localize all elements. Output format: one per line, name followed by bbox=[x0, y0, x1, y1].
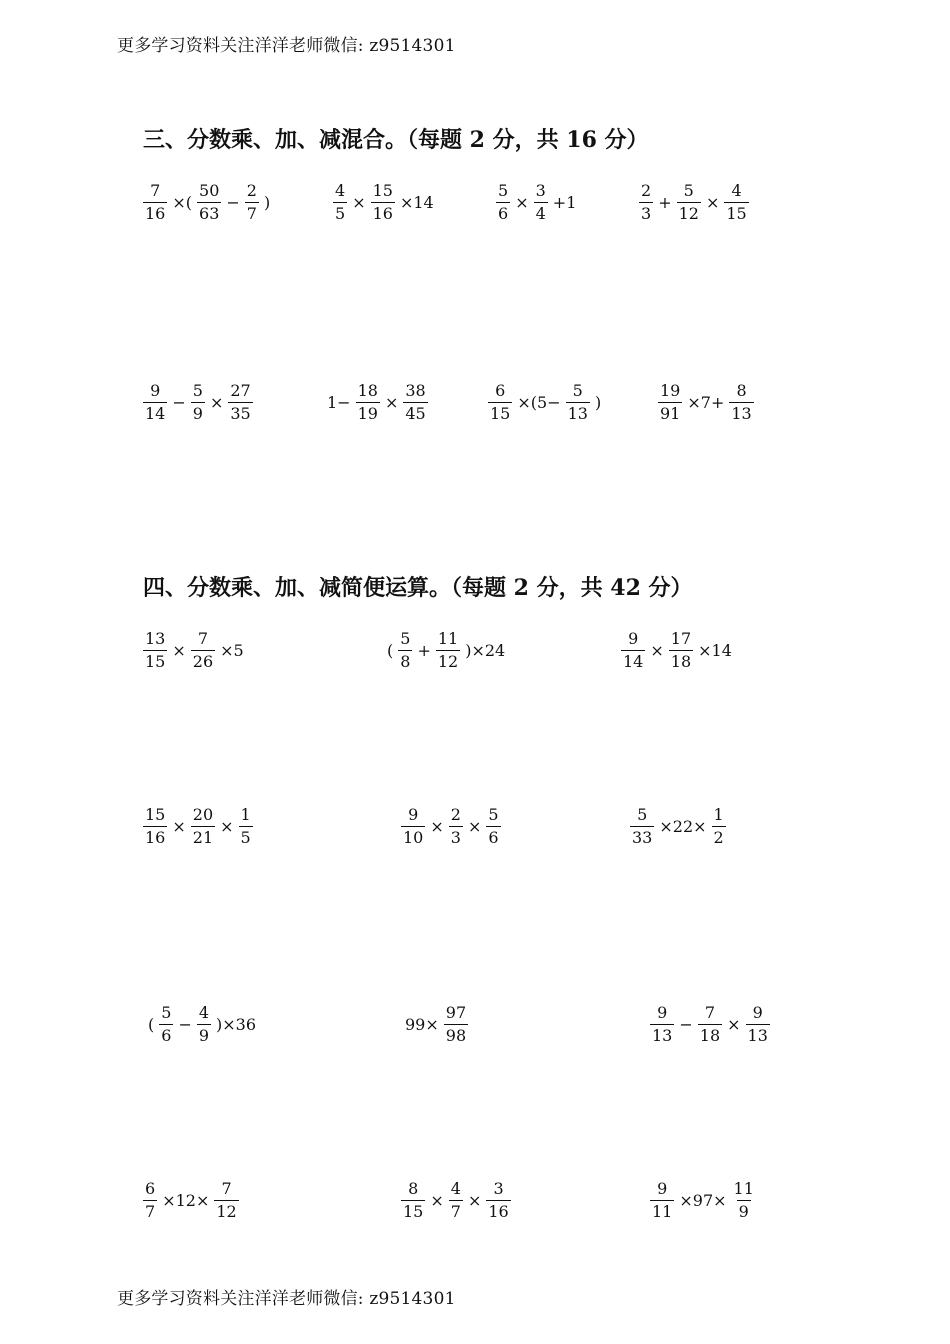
denominator: 2 bbox=[713, 827, 724, 847]
denominator: 33 bbox=[632, 827, 653, 847]
problem-expression bbox=[656, 376, 756, 428]
numerator: 20 bbox=[192, 804, 214, 824]
denominator: 9 bbox=[738, 1201, 749, 1221]
numerator: 9 bbox=[657, 1002, 668, 1022]
operator-text: × bbox=[172, 816, 186, 836]
fraction bbox=[712, 804, 726, 849]
fraction bbox=[639, 180, 653, 225]
fraction bbox=[729, 380, 753, 425]
operator-text: ×12× bbox=[162, 1190, 210, 1210]
fraction bbox=[197, 1002, 211, 1047]
numerator: 9 bbox=[752, 1002, 763, 1022]
problem-expression bbox=[141, 800, 255, 852]
denominator: 7 bbox=[450, 1201, 461, 1221]
numerator: 5 bbox=[637, 804, 648, 824]
numerator: 9 bbox=[657, 1178, 668, 1198]
fraction bbox=[566, 380, 590, 425]
operator-text: ) bbox=[594, 392, 602, 412]
denominator: 16 bbox=[488, 1201, 509, 1221]
denominator: 14 bbox=[623, 651, 644, 671]
problem-expression bbox=[619, 624, 735, 676]
problem-expression bbox=[399, 800, 503, 852]
operator-text: 99× bbox=[405, 1014, 439, 1034]
numerator: 15 bbox=[145, 804, 166, 824]
denominator: 6 bbox=[161, 1025, 172, 1045]
operator-text: × bbox=[430, 1190, 444, 1210]
numerator: 3 bbox=[535, 180, 546, 200]
section-3-title: 三、分数乘、加、减混合。（每题 2 分，共 16 分） bbox=[143, 127, 649, 153]
denominator: 16 bbox=[372, 203, 393, 223]
operator-text: ×(5− bbox=[517, 392, 561, 412]
fraction bbox=[449, 1178, 463, 1223]
page-footer: 更多学习资料关注洋洋老师微信: z9514301 bbox=[117, 1289, 456, 1309]
numerator: 1 bbox=[240, 804, 251, 824]
fraction bbox=[486, 804, 500, 849]
fraction bbox=[398, 628, 412, 673]
fraction bbox=[191, 804, 215, 849]
problem-expression bbox=[648, 998, 772, 1050]
denominator: 12 bbox=[216, 1201, 237, 1221]
denominator: 18 bbox=[670, 651, 692, 671]
fraction bbox=[356, 380, 380, 425]
numerator: 2 bbox=[246, 180, 257, 200]
numerator: 4 bbox=[198, 1002, 210, 1022]
numerator: 38 bbox=[405, 380, 426, 400]
numerator: 11 bbox=[733, 1178, 754, 1198]
numerator: 4 bbox=[450, 1178, 461, 1198]
operator-text: ×7+ bbox=[687, 392, 725, 412]
operator-text: × bbox=[650, 640, 664, 660]
fraction bbox=[159, 1002, 173, 1047]
operator-text: ( bbox=[148, 1014, 155, 1034]
operator-text: − bbox=[226, 192, 240, 212]
denominator: 45 bbox=[405, 403, 426, 423]
operator-text: + bbox=[417, 640, 431, 660]
fraction bbox=[436, 628, 460, 673]
denominator: 16 bbox=[145, 203, 166, 223]
numerator: 9 bbox=[628, 628, 639, 648]
numerator: 97 bbox=[445, 1002, 467, 1022]
problem-expression bbox=[324, 376, 430, 428]
section-4-title: 四、分数乘、加、减简便运算。（每题 2 分，共 42 分） bbox=[143, 575, 693, 601]
operator-text: × bbox=[220, 816, 234, 836]
page-header: 更多学习资料关注洋洋老师微信: z9514301 bbox=[117, 36, 456, 56]
fraction bbox=[724, 180, 748, 225]
numerator: 2 bbox=[641, 180, 652, 200]
numerator: 19 bbox=[660, 380, 681, 400]
fraction bbox=[191, 380, 205, 425]
denominator: 4 bbox=[535, 203, 546, 223]
fraction bbox=[658, 380, 682, 425]
operator-text: ×14 bbox=[399, 192, 434, 212]
problem-expression bbox=[494, 176, 579, 228]
problem-expression bbox=[384, 624, 508, 676]
fraction bbox=[534, 180, 548, 225]
operator-text: × bbox=[352, 192, 366, 212]
operator-text: × bbox=[705, 192, 720, 212]
denominator: 19 bbox=[357, 403, 378, 423]
denominator: 6 bbox=[498, 203, 509, 223]
fraction bbox=[143, 804, 167, 849]
problem-expression bbox=[399, 1174, 513, 1226]
fraction bbox=[698, 1002, 722, 1047]
operator-text: 1− bbox=[327, 392, 351, 412]
fraction bbox=[650, 1002, 674, 1047]
fraction bbox=[746, 1002, 770, 1047]
operator-text: × bbox=[209, 392, 224, 412]
numerator: 4 bbox=[335, 180, 346, 200]
fraction bbox=[630, 804, 654, 849]
denominator: 9 bbox=[198, 1025, 210, 1045]
numerator: 18 bbox=[357, 380, 378, 400]
numerator: 7 bbox=[197, 628, 209, 648]
numerator: 13 bbox=[145, 628, 166, 648]
operator-text: )×24 bbox=[465, 640, 506, 660]
fraction bbox=[444, 1002, 468, 1047]
numerator: 5 bbox=[161, 1002, 172, 1022]
operator-text: − bbox=[679, 1014, 693, 1034]
problem-expression bbox=[141, 624, 247, 676]
operator-text: × bbox=[467, 1190, 482, 1210]
fraction bbox=[449, 804, 463, 849]
denominator: 15 bbox=[145, 651, 166, 671]
fraction bbox=[239, 804, 253, 849]
fraction bbox=[143, 628, 167, 673]
fraction bbox=[371, 180, 395, 225]
operator-text: + bbox=[658, 192, 672, 212]
denominator: 26 bbox=[192, 651, 214, 671]
fraction bbox=[143, 180, 167, 225]
denominator: 14 bbox=[145, 403, 166, 423]
numerator: 1 bbox=[713, 804, 724, 824]
fraction bbox=[677, 180, 701, 225]
numerator: 5 bbox=[488, 804, 499, 824]
denominator: 7 bbox=[246, 203, 257, 223]
numerator: 9 bbox=[150, 380, 161, 400]
fraction bbox=[333, 180, 347, 225]
numerator: 7 bbox=[704, 1002, 716, 1022]
problem-expression bbox=[648, 1174, 758, 1226]
operator-text: − bbox=[178, 1014, 192, 1034]
operator-text: ×22× bbox=[659, 816, 707, 836]
denominator: 15 bbox=[726, 203, 747, 223]
denominator: 5 bbox=[335, 203, 346, 223]
numerator: 5 bbox=[572, 380, 583, 400]
denominator: 13 bbox=[567, 403, 588, 423]
numerator: 5 bbox=[683, 180, 694, 200]
denominator: 63 bbox=[199, 203, 220, 223]
fraction bbox=[191, 628, 215, 673]
denominator: 7 bbox=[145, 1201, 156, 1221]
problem-expression bbox=[637, 176, 751, 228]
fraction bbox=[228, 380, 252, 425]
denominator: 3 bbox=[450, 827, 461, 847]
denominator: 13 bbox=[731, 403, 752, 423]
denominator: 9 bbox=[192, 403, 203, 423]
operator-text: ) bbox=[263, 192, 271, 212]
denominator: 8 bbox=[400, 651, 411, 671]
operator-text: ×14 bbox=[698, 640, 732, 660]
problem-expression bbox=[141, 1174, 241, 1226]
fraction bbox=[143, 1178, 157, 1223]
problem-expression bbox=[145, 998, 259, 1050]
numerator: 50 bbox=[199, 180, 220, 200]
operator-text: × bbox=[172, 640, 186, 660]
denominator: 11 bbox=[652, 1201, 673, 1221]
fraction bbox=[245, 180, 259, 225]
fraction bbox=[486, 1178, 510, 1223]
numerator: 3 bbox=[493, 1178, 504, 1198]
denominator: 21 bbox=[192, 827, 214, 847]
fraction bbox=[143, 380, 167, 425]
operator-text: ×( bbox=[172, 192, 193, 212]
numerator: 27 bbox=[230, 380, 251, 400]
operator-text: )×36 bbox=[216, 1014, 257, 1034]
numerator: 6 bbox=[145, 1178, 156, 1198]
fraction bbox=[650, 1178, 674, 1223]
denominator: 10 bbox=[403, 827, 424, 847]
numerator: 15 bbox=[372, 180, 393, 200]
fraction bbox=[401, 1178, 425, 1223]
denominator: 98 bbox=[445, 1025, 467, 1045]
problem-expression bbox=[331, 176, 437, 228]
fraction bbox=[621, 628, 645, 673]
numerator: 4 bbox=[731, 180, 742, 200]
numerator: 5 bbox=[400, 628, 411, 648]
denominator: 12 bbox=[437, 651, 459, 671]
denominator: 16 bbox=[145, 827, 166, 847]
numerator: 8 bbox=[408, 1178, 419, 1198]
numerator: 8 bbox=[736, 380, 747, 400]
numerator: 6 bbox=[495, 380, 506, 400]
fraction bbox=[496, 180, 510, 225]
operator-text: ×5 bbox=[220, 640, 244, 660]
numerator: 11 bbox=[437, 628, 459, 648]
operator-text: × bbox=[430, 816, 444, 836]
denominator: 13 bbox=[747, 1025, 768, 1045]
denominator: 35 bbox=[230, 403, 251, 423]
fraction bbox=[403, 380, 427, 425]
problem-expression bbox=[628, 800, 728, 852]
denominator: 6 bbox=[488, 827, 499, 847]
numerator: 5 bbox=[498, 180, 509, 200]
numerator: 7 bbox=[221, 1178, 232, 1198]
denominator: 12 bbox=[678, 203, 699, 223]
denominator: 13 bbox=[652, 1025, 673, 1045]
operator-text: × bbox=[467, 816, 482, 836]
operator-text: × bbox=[727, 1014, 741, 1034]
problem-expression bbox=[141, 176, 273, 228]
problem-expression bbox=[486, 376, 604, 428]
fraction bbox=[732, 1178, 756, 1223]
denominator: 18 bbox=[699, 1025, 721, 1045]
operator-text: × bbox=[515, 192, 529, 212]
fraction bbox=[401, 804, 425, 849]
denominator: 15 bbox=[490, 403, 511, 423]
operator-text: ×97× bbox=[679, 1190, 727, 1210]
fraction bbox=[214, 1178, 238, 1223]
operator-text: ( bbox=[387, 640, 394, 660]
numerator: 7 bbox=[150, 180, 161, 200]
problem-expression bbox=[141, 376, 255, 428]
fraction bbox=[197, 180, 221, 225]
problem-expression bbox=[402, 998, 470, 1050]
numerator: 5 bbox=[192, 380, 203, 400]
numerator: 2 bbox=[450, 804, 461, 824]
denominator: 15 bbox=[403, 1201, 424, 1221]
numerator: 9 bbox=[408, 804, 419, 824]
operator-text: × bbox=[384, 392, 399, 412]
denominator: 3 bbox=[641, 203, 652, 223]
numerator: 17 bbox=[670, 628, 692, 648]
operator-text: − bbox=[172, 392, 186, 412]
fraction bbox=[488, 380, 512, 425]
denominator: 5 bbox=[240, 827, 251, 847]
denominator: 91 bbox=[660, 403, 681, 423]
fraction bbox=[669, 628, 693, 673]
operator-text: +1 bbox=[552, 192, 577, 212]
